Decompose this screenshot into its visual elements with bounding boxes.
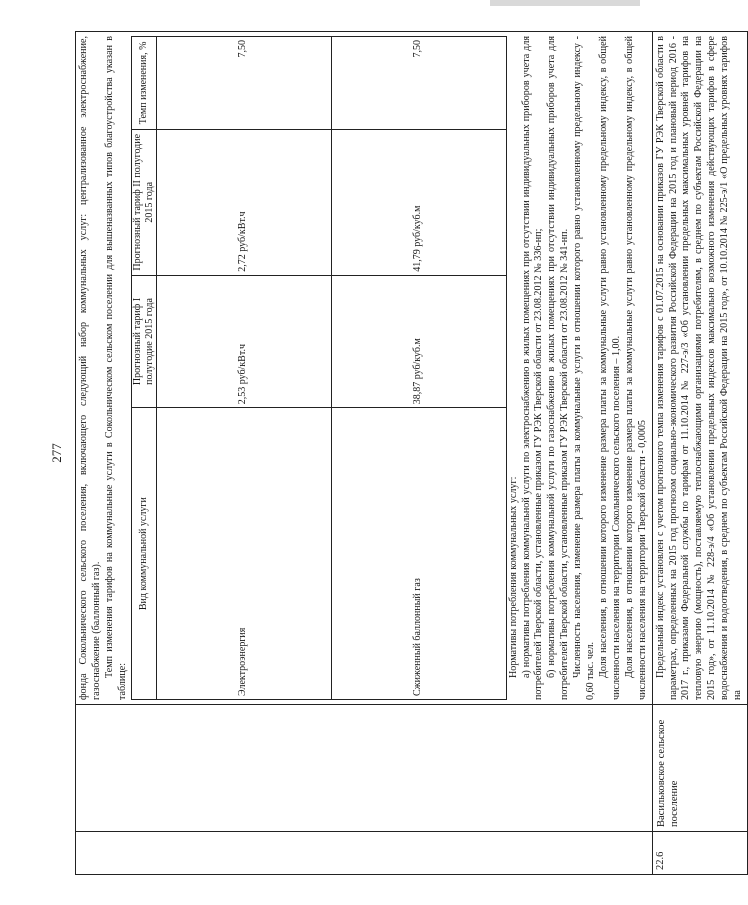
cell-settlement-name: Васильковское сельское поселение — [652, 704, 747, 831]
table-row-next — [652, 31, 747, 874]
header-tariff-h2: Прогнозный тариф II полугодие 2015 года — [131, 129, 156, 275]
cell-tariff-h1: 38,87 руб/куб.м — [331, 275, 506, 408]
paragraph: Численность населения, изменение размера платы за коммунальные услуги в отношении которого равно установленному предельному индексу - 0,60 тыс. чел. — [572, 35, 597, 700]
cell-tariff-h2: 2,72 руб/кВт.ч — [156, 129, 331, 275]
tariff-table — [131, 36, 507, 700]
cell-tariff-h2: 41,79 руб/куб.м — [331, 129, 506, 275]
cell-service: Электроэнергия — [156, 407, 331, 699]
page-number: 277 — [49, 442, 64, 463]
main-table — [75, 31, 748, 875]
paragraph: Доля населения, в отношении которого изменение размера платы за коммунальные услуги равно установленному предельному индексу, в общей численности населения на территории Тверской области - 0,0005 — [623, 35, 648, 700]
paragraph: б) нормативы потребления коммунальной услуги по газоснабжению в жилых помещениях при отсутствии индивидуальных приборов учета для потребителей Тверской области, установленные приказом ГУ РЭК Тверской области от 23.08.2012 № 341-нп. — [546, 35, 571, 700]
tariff-table-header — [131, 36, 156, 699]
cell-tariff-h1: 2,53 руб/кВт.ч — [156, 275, 331, 408]
table-row — [156, 36, 331, 699]
header-service: Вид коммунальной услуги — [131, 407, 156, 699]
cell-change-rate: 7,50 — [156, 36, 331, 129]
header-change-rate: Темп изменения, % — [131, 36, 156, 129]
table-row-prev — [76, 31, 653, 874]
table-row — [331, 36, 506, 699]
rotated-page — [45, 23, 744, 883]
paragraph: а) нормативы потребления коммунальной услуги по электроснабжению в жилых помещениях при отсутствии индивидуальных приборов учета для потребителей Тверской области, установленные приказом ГУ РЭК Тверской области от 23.08.2012 № 336-нп; — [520, 35, 545, 700]
cell-number: 22.6 — [652, 831, 747, 874]
cell-name-empty — [76, 704, 653, 831]
scan-edge-mark — [490, 0, 640, 6]
cell-change-rate: 7,50 — [331, 36, 506, 129]
cell-number-empty — [76, 831, 653, 874]
cell-service: Сжиженный баллонный газ — [331, 407, 506, 699]
paragraph: фонда Сокольнического сельского поселения, включающего следующий набор коммунальных услуг: централизованное электроснабжение, газоснабжение (баллонный газ). — [78, 35, 102, 700]
paragraph: Темп изменения тарифов на коммунальные услуги в Сокольническом сельском поселении для вышеназванных типов благоустройства указан в таблице: — [103, 35, 128, 700]
paragraph: Доля населения, в отношении которого изменение размера платы за коммунальные услуги равно установленному предельному индексу, в общей численности населения на территории Сокольнического сельского поселения – 1,00. — [597, 35, 622, 700]
cell-description-prev — [76, 31, 653, 704]
cell-description-next — [652, 31, 747, 704]
paragraph: Предельный индекс установлен с учетом прогнозного темпа изменения тарифов с 01.07.2015 на основании приказов ГУ РЭК Тверской области в параметрах, определенных на 2015 год прогнозом социально-экономического развития Российской Федерации на 2015 год и плановый период 2016 - 2017 г., приказами Федеральной службы по тарифам от 11.10.2014 № 227-э/3 «Об установлении предельных максимальных уровней тарифов на тепловую энергию (мощность), поставляемую теплоснабжающими организациями потребителям, в среднем по субъектам Российской Федерации на 2015 год», от 11.10.2014 № 228-э/4 «Об установлении предельных индексов максимально возможного изменения действующих тарифов в сфере водоснабжения и водоотведения, в среднем по субъектам Российской Федерации на 2015 год», от 10.10.2014 № 225-э/1 «О предельных уровнях тарифов на — [654, 35, 744, 700]
header-tariff-h1: Прогнозный тариф I полугодие 2015 года — [131, 275, 156, 408]
paragraph: Нормативы потребления коммунальных услуг: — [507, 476, 519, 678]
